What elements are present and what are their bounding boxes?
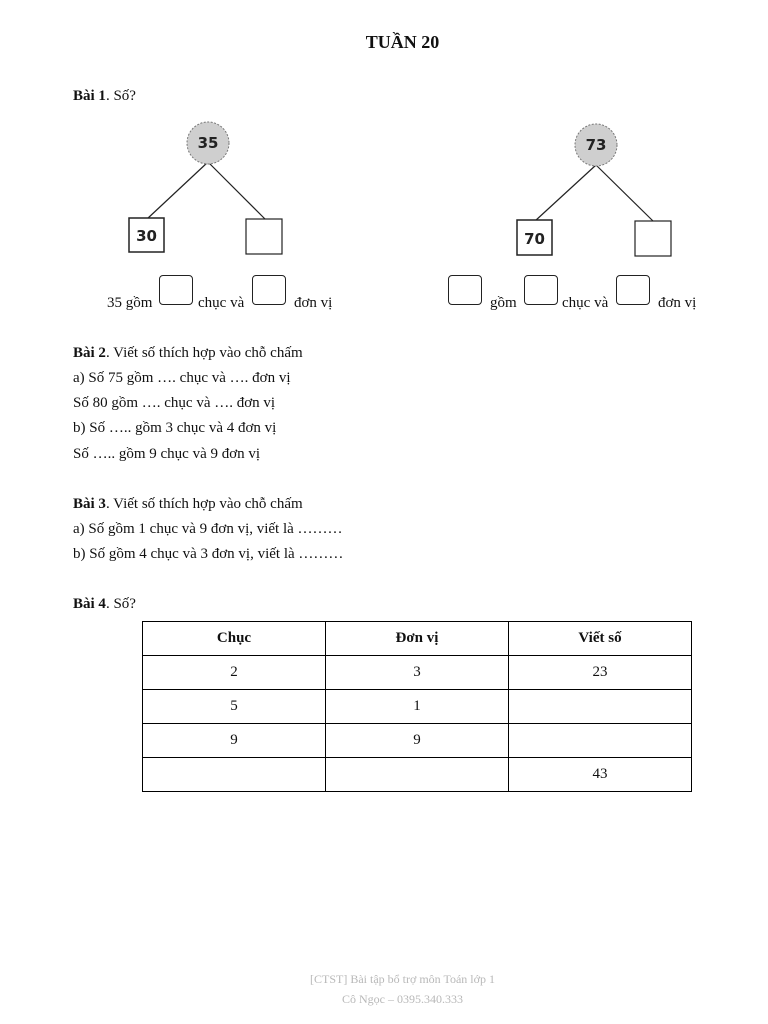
bai4-heading: Bài 4	[73, 596, 106, 612]
bai3-prompt: . Viết số thích hợp vào chỗ chấm	[105, 496, 303, 512]
table-cell: 9	[143, 724, 326, 758]
bai1-prompt: . Số?	[105, 88, 136, 104]
place-value-table	[142, 621, 692, 792]
sentence2-end: đơn vị	[658, 295, 697, 311]
sentence2-blank-box-3[interactable]	[616, 275, 650, 305]
bai2-line-2: Số 80 gồm …. chục và …. đơn vị	[73, 395, 276, 411]
table-cell-blank[interactable]	[509, 690, 692, 724]
table-cell: 9	[326, 724, 509, 758]
bai3-line-1: a) Số gồm 1 chục và 9 đơn vị, viết là ………	[73, 521, 343, 537]
bai3-heading-line	[73, 496, 303, 513]
tree2-top-number: 73	[585, 136, 607, 154]
sentence1-start: 35 gồm	[107, 295, 153, 311]
header-viet-so: Viết số	[509, 622, 692, 656]
header-chuc: Chục	[143, 622, 326, 656]
bai2-prompt: . Viết số thích hợp vào chỗ chấm	[105, 345, 303, 361]
sentence2-blank-box-2[interactable]	[524, 275, 558, 305]
sentence2-mid2: chục và	[562, 295, 609, 311]
bai1-heading: Bài 1	[73, 88, 106, 104]
sentence2-mid1: gồm	[490, 295, 517, 311]
tree1-left-number: 30	[136, 227, 157, 245]
tree2-lines	[0, 0, 768, 320]
table-cell: 3	[326, 656, 509, 690]
sentence1-mid: chục và	[198, 295, 245, 311]
header-don-vi: Đơn vị	[326, 622, 509, 656]
table-cell: 1	[326, 690, 509, 724]
bai2-line-1: a) Số 75 gồm …. chục và …. đơn vị	[73, 370, 291, 386]
bai2-heading: Bài 2	[73, 345, 106, 361]
tree2-left-number: 70	[524, 230, 545, 248]
footer-line-2: Cô Ngọc – 0395.340.333	[342, 992, 463, 1006]
bai3-heading: Bài 3	[73, 496, 106, 512]
bai4-prompt: . Số?	[105, 596, 136, 612]
table-cell-blank[interactable]	[326, 758, 509, 792]
tree1-top-number: 35	[197, 134, 219, 152]
page-title: TUẦN 20	[365, 32, 440, 52]
bai3-line-2: b) Số gồm 4 chục và 3 đơn vị, viết là ………	[73, 546, 344, 562]
table-header-row	[143, 622, 692, 656]
sentence1-blank-box-2[interactable]	[252, 275, 286, 305]
table-cell: 23	[509, 656, 692, 690]
table-cell: 43	[509, 758, 692, 792]
table-row	[143, 758, 692, 792]
bai2-line-4: Số ….. gồm 9 chục và 9 đơn vị	[73, 446, 261, 462]
sentence1-blank-box-1[interactable]	[159, 275, 193, 305]
footer-line-1: [CTST] Bài tập bổ trợ môn Toán lớp 1	[310, 972, 495, 986]
bai2-line-3: b) Số ….. gồm 3 chục và 4 đơn vị	[73, 420, 277, 436]
bai4-heading-line	[73, 596, 136, 613]
table-cell-blank[interactable]	[143, 758, 326, 792]
table-row	[143, 690, 692, 724]
sentence1-end: đơn vị	[294, 295, 333, 311]
table-cell-blank[interactable]	[509, 724, 692, 758]
bai2-heading-line	[73, 345, 303, 362]
table-row	[143, 656, 692, 690]
tree2-right-blank-box	[635, 221, 671, 256]
table-cell: 5	[143, 690, 326, 724]
table-row	[143, 724, 692, 758]
table-cell: 2	[143, 656, 326, 690]
sentence2-blank-box-1[interactable]	[448, 275, 482, 305]
